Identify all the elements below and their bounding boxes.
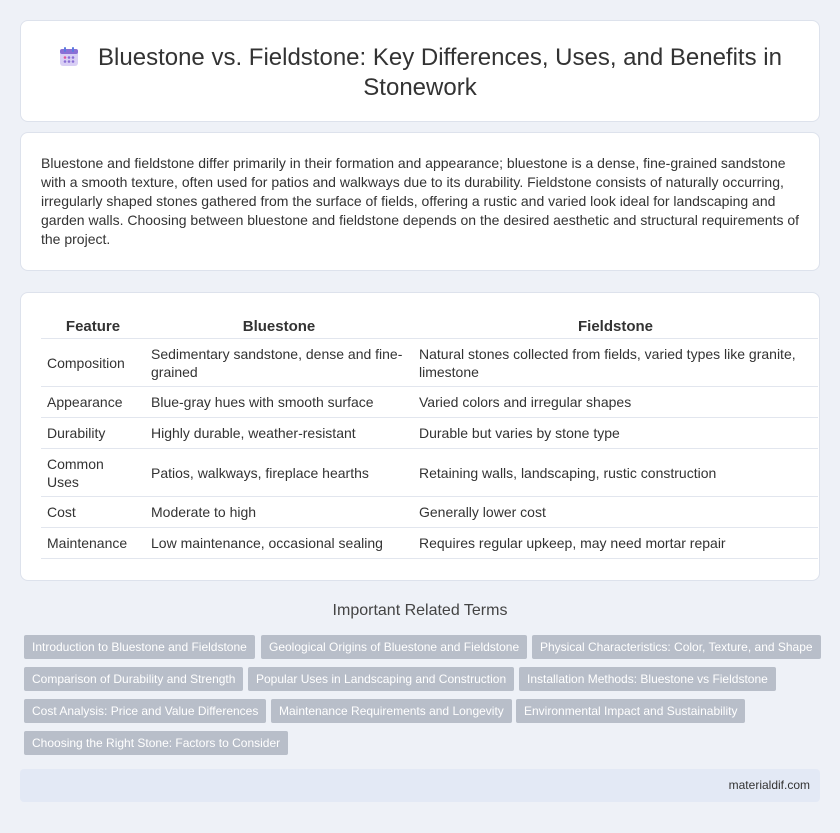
related-term-tag[interactable]: Cost Analysis: Price and Value Differences bbox=[24, 699, 266, 723]
related-term-tag[interactable]: Geological Origins of Bluestone and Fieldstone bbox=[261, 635, 527, 659]
cell-bluestone: Highly durable, weather-resistant bbox=[145, 418, 413, 449]
table-header-row bbox=[41, 314, 818, 339]
table-row bbox=[41, 497, 818, 528]
comparison-table bbox=[41, 314, 818, 559]
related-term-tag[interactable]: Environmental Impact and Sustainability bbox=[516, 699, 745, 723]
cell-feature: Durability bbox=[41, 418, 145, 449]
related-term-tag[interactable]: Introduction to Bluestone and Fieldstone bbox=[24, 635, 255, 659]
intro-card bbox=[20, 132, 820, 271]
table-row bbox=[41, 387, 818, 418]
related-terms-heading: Important Related Terms bbox=[332, 602, 508, 619]
related-term-tag[interactable]: Popular Uses in Landscaping and Construction bbox=[248, 667, 514, 691]
cell-bluestone: Patios, walkways, fireplace hearths bbox=[145, 449, 413, 497]
table-row bbox=[41, 418, 818, 449]
related-term-tag[interactable]: Physical Characteristics: Color, Texture, and Shape bbox=[532, 635, 821, 659]
calendar-icon bbox=[58, 46, 80, 68]
intro-paragraph: Bluestone and fieldstone differ primarily in their formation and appearance; bluestone is a dense, fine-grained sandstone with a smooth texture, often used for patios and walkways due to its durability. Fieldstone consists of naturally occurring, irregularly shaped stones gathered from the surface of fields, offering a rustic and varied look ideal for landscaping and garden walls. Choosing between bluestone and fieldstone depends on the desired aesthetic and structural requirements of the project. bbox=[41, 155, 800, 247]
footer bbox=[20, 769, 820, 802]
related-term-tag[interactable]: Maintenance Requirements and Longevity bbox=[271, 699, 512, 723]
page-title: Bluestone vs. Fieldstone: Key Differences, Uses, and Benefits in Stonework bbox=[98, 44, 782, 101]
related-term-tag[interactable]: Installation Methods: Bluestone vs Fieldstone bbox=[519, 667, 776, 691]
cell-fieldstone: Varied colors and irregular shapes bbox=[413, 387, 818, 418]
table-row bbox=[41, 449, 818, 497]
cell-bluestone: Low maintenance, occasional sealing bbox=[145, 528, 413, 559]
cell-bluestone: Blue-gray hues with smooth surface bbox=[145, 387, 413, 418]
cell-fieldstone: Durable but varies by stone type bbox=[413, 418, 818, 449]
cell-fieldstone: Retaining walls, landscaping, rustic construction bbox=[413, 449, 818, 497]
cell-feature: Common Uses bbox=[41, 449, 145, 497]
footer-site-name[interactable]: materialdif.com bbox=[728, 778, 810, 792]
cell-feature: Maintenance bbox=[41, 528, 145, 559]
cell-feature: Cost bbox=[41, 497, 145, 528]
cell-bluestone: Moderate to high bbox=[145, 497, 413, 528]
cell-bluestone: Sedimentary sandstone, dense and fine-grained bbox=[145, 339, 413, 387]
title-wrap bbox=[21, 43, 819, 103]
table-row bbox=[41, 528, 818, 559]
cell-feature: Appearance bbox=[41, 387, 145, 418]
cell-fieldstone: Requires regular upkeep, may need mortar repair bbox=[413, 528, 818, 559]
table-row bbox=[41, 339, 818, 387]
title-card bbox=[20, 20, 820, 122]
cell-fieldstone: Generally lower cost bbox=[413, 497, 818, 528]
related-term-tag[interactable]: Choosing the Right Stone: Factors to Consider bbox=[24, 731, 288, 755]
related-term-tag[interactable]: Comparison of Durability and Strength bbox=[24, 667, 243, 691]
header-fieldstone: Fieldstone bbox=[413, 314, 818, 339]
cell-fieldstone: Natural stones collected from fields, varied types like granite, limestone bbox=[413, 339, 818, 387]
header-bluestone: Bluestone bbox=[145, 314, 413, 339]
comparison-table-card bbox=[20, 292, 820, 581]
cell-feature: Composition bbox=[41, 339, 145, 387]
header-feature: Feature bbox=[41, 314, 145, 339]
